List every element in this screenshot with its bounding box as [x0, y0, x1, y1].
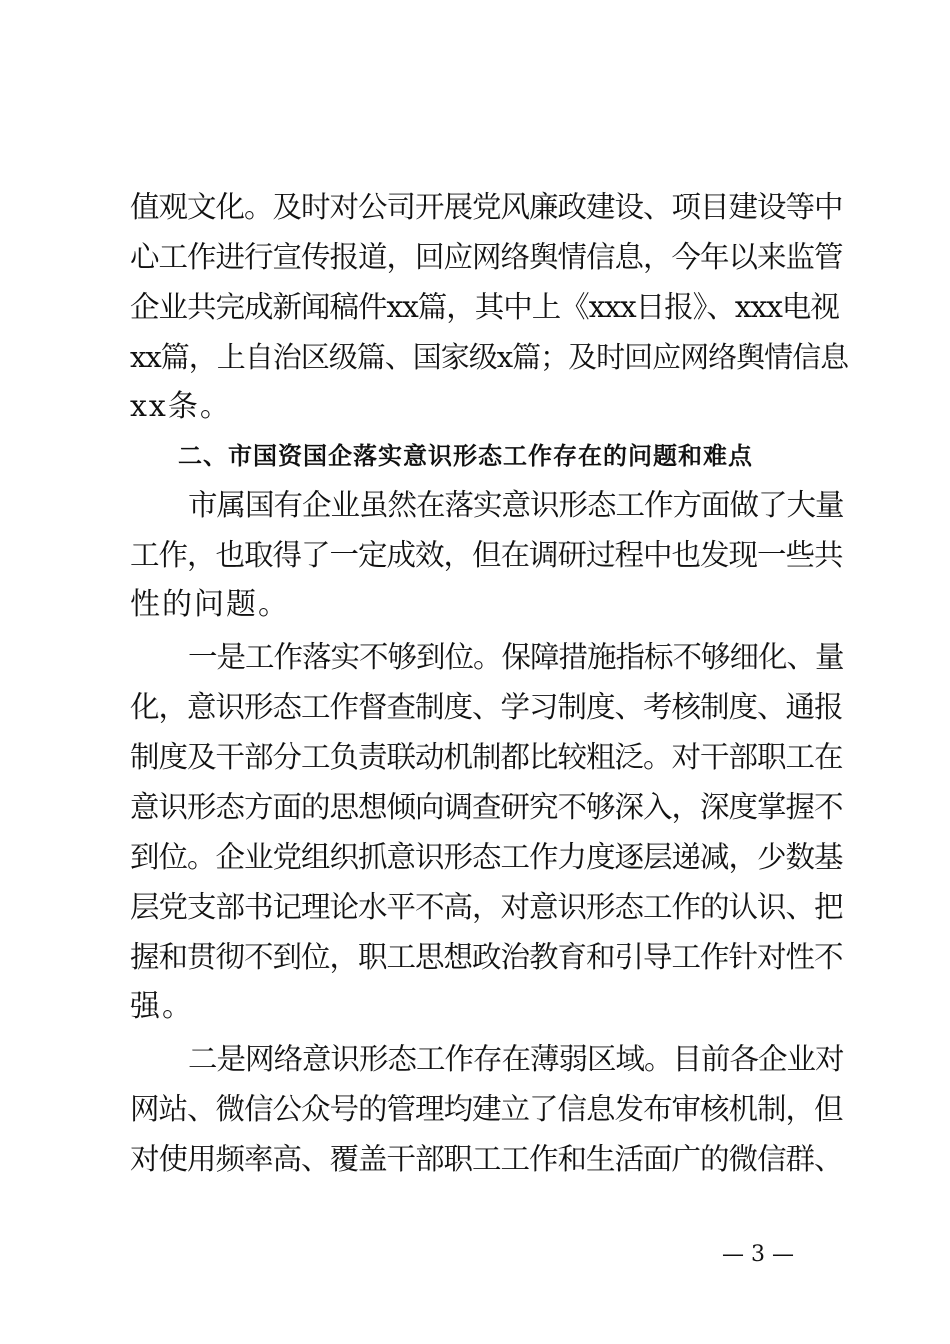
- paragraph-3-line-6: 层党支部书记理论水平不高，对意识形态工作的认识、把: [130, 890, 843, 924]
- paragraph-4-line-3: 对使用频率高、覆盖干部职工工作和生活面广的微信群、: [130, 1142, 843, 1176]
- paragraph-3-line-7: 握和贯彻不到位，职工思想政治教育和引导工作针对性不: [130, 940, 843, 974]
- paragraph-3-line-8: 强。: [130, 989, 194, 1024]
- paragraph-1-line-2: 心工作进行宣传报道，回应网络舆情信息，今年以来监管: [130, 240, 843, 274]
- paragraph-1-line-3: 企业共完成新闻稿件xx篇，其中上《xxx日报》、xxx电视: [130, 290, 839, 324]
- paragraph-2-line-1: 市属国有企业虽然在落实意识形态工作方面做了大量: [188, 488, 844, 522]
- paragraph-3-line-4: 意识形态方面的思想倾向调查研究不够深入，深度掌握不: [130, 790, 843, 824]
- paragraph-2-line-3: 性的问题。: [130, 587, 290, 622]
- paragraph-1-line-5: xx条。: [130, 389, 232, 424]
- paragraph-1-line-1: 值观文化。及时对公司开展党风廉政建设、项目建设等中: [130, 190, 843, 224]
- paragraph-3-line-3: 制度及干部分工负责联动机制都比较粗泛。对干部职工在: [130, 740, 843, 774]
- paragraph-4-line-1: 二是网络意识形态工作存在薄弱区域。目前各企业对: [188, 1042, 844, 1076]
- paragraph-4-line-2: 网站、微信公众号的管理均建立了信息发布审核机制，但: [130, 1092, 843, 1126]
- paragraph-3-line-5: 到位。企业党组织抓意识形态工作力度逐层递减，少数基: [130, 840, 843, 874]
- paragraph-3-line-2: 化，意识形态工作督查制度、学习制度、考核制度、通报: [130, 690, 843, 724]
- page-number: — 3 —: [722, 1242, 794, 1267]
- paragraph-2-line-2: 工作，也取得了一定成效，但在调研过程中也发现一些共: [130, 538, 843, 572]
- section-heading: 二、市国资国企落实意识形态工作存在的问题和难点: [178, 442, 753, 470]
- paragraph-3-line-1: 一是工作落实不够到位。保障措施指标不够细化、量: [188, 640, 844, 674]
- paragraph-1-line-4: xx篇，上自治区级篇、国家级x篇；及时回应网络舆情信息: [130, 340, 849, 374]
